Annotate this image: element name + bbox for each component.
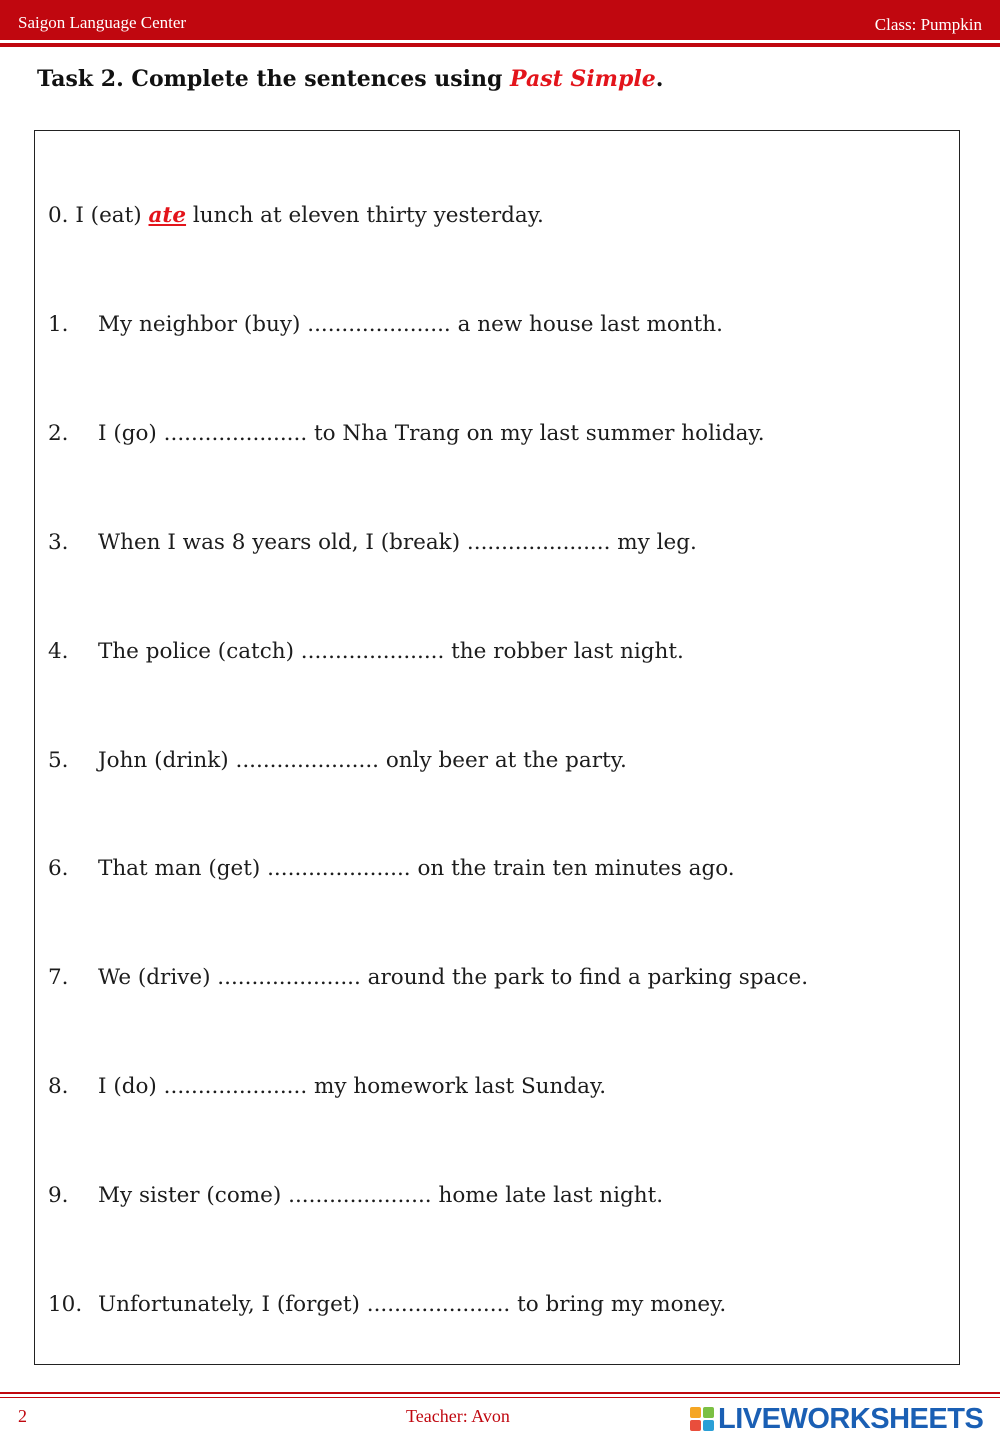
exercise-item[interactable]: [48, 965, 808, 990]
item-text: That man (get) ..................... on the train ten minutes ago.: [98, 856, 735, 881]
exercise-item[interactable]: [48, 1074, 606, 1099]
exercise-item[interactable]: [48, 421, 765, 446]
logo-grid-icon: [690, 1407, 714, 1431]
class-label: Class: Pumpkin: [874, 15, 982, 34]
item-number: 3.: [48, 530, 69, 555]
exercise-item[interactable]: [48, 1183, 663, 1208]
exercise-item[interactable]: [48, 530, 697, 555]
item-number: 6.: [48, 856, 69, 881]
footer-divider-thin: [0, 1397, 1000, 1398]
exercise-item[interactable]: [48, 748, 627, 773]
task-title: [37, 66, 663, 92]
task-title-suffix: .: [655, 66, 664, 92]
liveworksheets-logo[interactable]: [690, 1404, 983, 1434]
item-text: Unfortunately, I (forget) ..................... to bring my money.: [98, 1292, 727, 1317]
task-title-accent: Past Simple: [510, 66, 656, 92]
item-text: My sister (come) ..................... home late last night.: [98, 1183, 664, 1208]
school-name: Saigon Language Center: [18, 13, 187, 32]
footer-divider: [0, 1392, 1000, 1394]
item-number: 10.: [48, 1292, 83, 1317]
item-number: 4.: [48, 639, 69, 664]
example-before: I (eat): [75, 203, 142, 228]
page-header: [0, 0, 1000, 40]
item-text: My neighbor (buy) ..................... a new house last month.: [98, 312, 723, 337]
item-text: We (drive) ..................... around the park to find a parking space.: [98, 965, 809, 990]
page-number: 2: [18, 1406, 27, 1426]
teacher-name: Teacher: Avon: [406, 1406, 510, 1426]
logo-text: LIVEWORKSHEETS: [718, 1402, 984, 1435]
item-text: John (drink) ..................... only beer at the party.: [98, 748, 627, 773]
item-number: 5.: [48, 748, 69, 773]
exercise-item[interactable]: [48, 312, 723, 337]
item-number: 1.: [48, 312, 69, 337]
exercise-item[interactable]: [48, 1292, 726, 1317]
task-title-prefix: Task 2. Complete the sentences using: [37, 66, 511, 92]
item-text: When I was 8 years old, I (break) ..................... my leg.: [98, 530, 697, 555]
item-text: I (do) ..................... my homework last Sunday.: [98, 1074, 607, 1099]
exercise-item[interactable]: [48, 639, 684, 664]
example-sentence: [48, 203, 544, 228]
example-number: 0.: [48, 203, 69, 228]
exercise-item[interactable]: [48, 856, 735, 881]
example-after: lunch at eleven thirty yesterday.: [192, 203, 544, 228]
item-number: 9.: [48, 1183, 69, 1208]
item-number: 7.: [48, 965, 69, 990]
item-text: The police (catch) ..................... the robber last night.: [98, 639, 684, 664]
example-answer: ate: [148, 203, 187, 228]
header-divider: [0, 43, 1000, 47]
item-number: 8.: [48, 1074, 69, 1099]
item-text: I (go) ..................... to Nha Trang on my last summer holiday.: [98, 421, 765, 446]
item-number: 2.: [48, 421, 69, 446]
